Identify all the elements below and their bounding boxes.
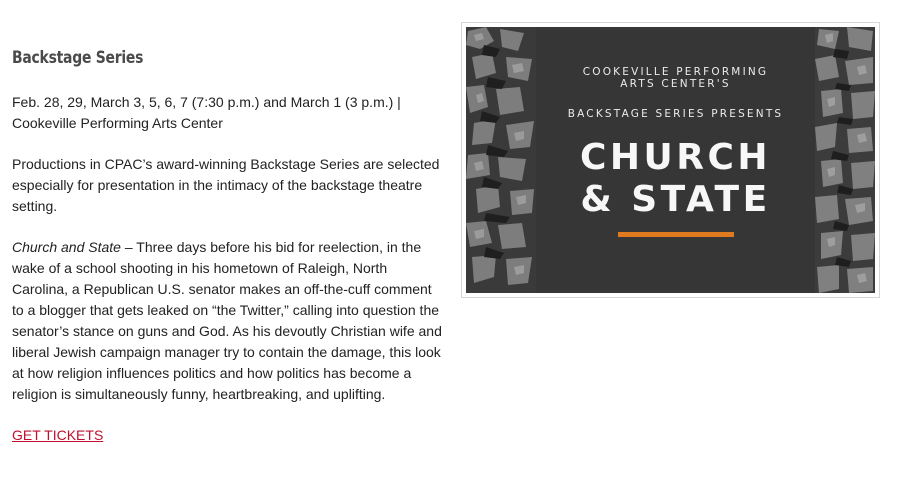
poster-image-frame bbox=[461, 22, 880, 298]
rock-texture-left bbox=[466, 27, 536, 293]
poster-title-panel bbox=[536, 27, 815, 293]
description-paragraph bbox=[12, 237, 442, 405]
play-description: – Three days before his bid for reelection, in the wake of a school shooting in his hometown of Raleigh, North Carolina, a Republican U.S. senator makes an off-the-cuff comment to a blogger that gets leaked on “the Twitter,” calling into question the senator’s stance on guns and God. As his devoutly Christian wife and liberal Jewish campaign manager try to contain the damage, this look at how religion influences politics and how politics has become a religion is simultaneously funny, heartbreaking, and uplifting. bbox=[12, 239, 442, 402]
section-title: Backstage Series bbox=[12, 48, 144, 68]
show-title-line-2: & STATE bbox=[580, 179, 771, 220]
rock-texture-right bbox=[815, 27, 875, 293]
article-content bbox=[12, 44, 442, 446]
intro-paragraph: Productions in CPAC’s award-winning Backstage Series are selected especially for presentation in the intimacy of the backstage theatre setting. bbox=[12, 156, 440, 214]
get-tickets-link[interactable]: GET TICKETS bbox=[12, 427, 104, 443]
orange-accent-bar bbox=[618, 232, 734, 237]
play-title: Church and State bbox=[12, 239, 121, 255]
presenter-line-2: ARTS CENTER'S bbox=[620, 78, 731, 90]
show-title-line-1: CHURCH bbox=[579, 137, 772, 178]
poster-show-title bbox=[536, 137, 815, 221]
poster-series-line: BACKSTAGE SERIES PRESENTS bbox=[567, 108, 784, 120]
poster-presenter bbox=[536, 66, 815, 90]
event-dates bbox=[12, 92, 442, 134]
church-and-state-poster bbox=[466, 27, 875, 293]
dates-line: Feb. 28, 29, March 3, 5, 6, 7 (7:30 p.m.) and March 1 (3 p.m.) | bbox=[12, 94, 401, 110]
presenter-line-1: COOKEVILLE PERFORMING bbox=[582, 66, 769, 78]
venue-line: Cookeville Performing Arts Center bbox=[12, 115, 223, 131]
